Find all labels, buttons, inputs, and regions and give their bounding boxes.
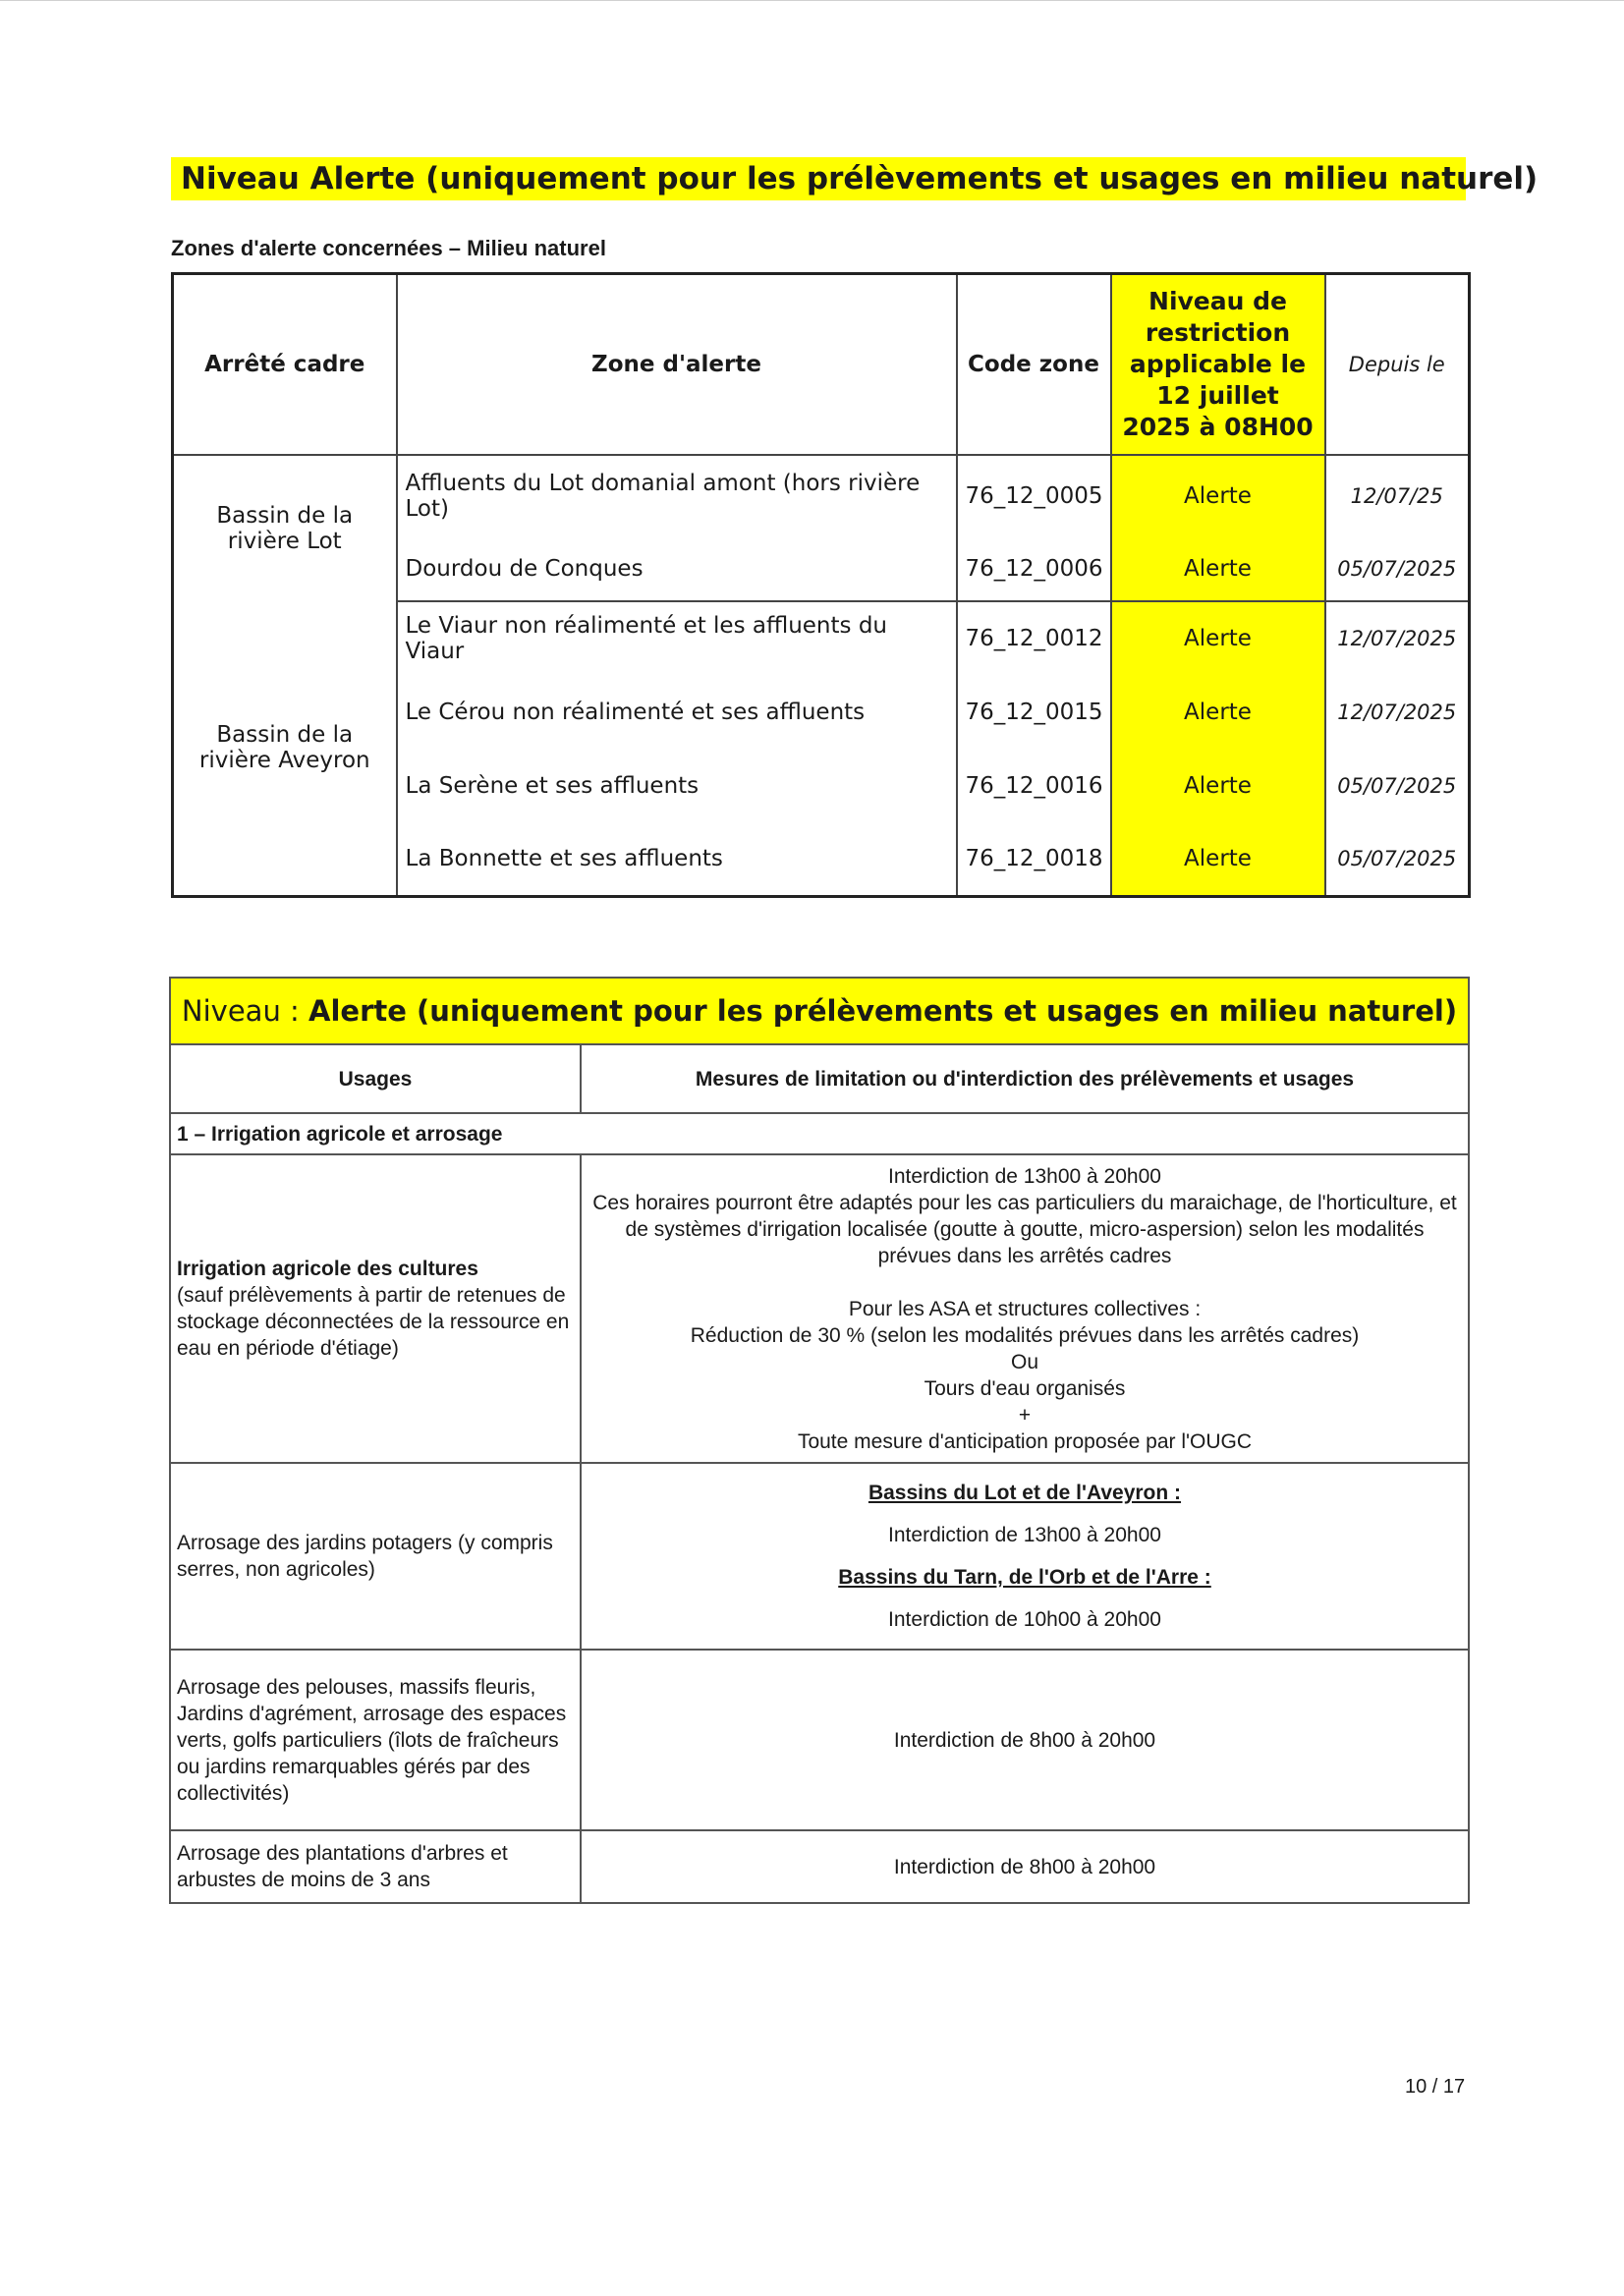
col-header-niveau: Niveau de restriction applicable le 12 juillet 2025 à 08H00 <box>1111 274 1325 455</box>
page-number: 10 / 17 <box>1405 2076 1466 2098</box>
usage-cell: Arrosage des jardins potagers (y compris serres, non agricoles) <box>170 1463 581 1650</box>
section-row <box>170 1113 1469 1154</box>
usage-restrictions-table <box>169 977 1470 1904</box>
alert-zones-table <box>171 272 1471 898</box>
basin-heading: Bassins du Tarn, de l'Orb et de l'Arre : <box>838 1566 1211 1589</box>
usage-cell: Arrosage des plantations d'arbres et arbustes de moins de 3 ans <box>170 1830 581 1903</box>
measure-cell <box>581 1154 1469 1463</box>
measures-title <box>170 978 1469 1044</box>
usage-detail: (sauf prélèvements à partir de retenues de stockage déconnectées de la ressource en eau en période d'étiage) <box>177 1284 570 1360</box>
measures-title-main: Alerte (uniquement pour les prélèvements et usages en milieu naturel) <box>308 993 1458 1028</box>
zone-name: Affluents du Lot domanial amont (hors rivière Lot) <box>397 455 957 537</box>
since-date: 05/07/2025 <box>1325 750 1470 823</box>
measures-title-row <box>170 978 1469 1044</box>
arrete-cadre-aveyron: Bassin de la rivière Aveyron <box>173 601 397 897</box>
usage-cell: Arrosage des pelouses, massifs fleuris, Jardins d'agrément, arrosage des espaces verts, golfs particuliers (îlots de fraîcheurs ou jardins remarquables gérés par des collectivités) <box>170 1650 581 1830</box>
restriction-level: Alerte <box>1111 601 1325 676</box>
arrete-cadre-lot: Bassin de la rivière Lot <box>173 455 397 601</box>
measure-cell <box>581 1463 1469 1650</box>
since-date: 12/07/25 <box>1325 455 1470 537</box>
since-date: 12/07/2025 <box>1325 676 1470 750</box>
zones-caption: Zones d'alerte concernées – Milieu naturel <box>171 236 606 260</box>
table-row <box>170 1830 1469 1903</box>
measures-title-prefix: Niveau : <box>181 993 309 1028</box>
since-date: 05/07/2025 <box>1325 823 1470 897</box>
table-row <box>170 1154 1469 1463</box>
zone-code: 76_12_0018 <box>957 823 1111 897</box>
zone-name: Le Cérou non réalimenté et ses affluents <box>397 676 957 750</box>
measure-line: Toute mesure d'anticipation proposée par l'OUGC <box>797 1429 1253 1453</box>
measures-header-row <box>170 1044 1469 1113</box>
col-header-usages: Usages <box>170 1044 581 1113</box>
section-title: 1 – Irrigation agricole et arrosage <box>170 1113 1469 1154</box>
usage-title: Irrigation agricole des cultures <box>177 1258 478 1280</box>
zone-name: Le Viaur non réalimenté et les affluents du Viaur <box>397 601 957 676</box>
measure-line: Interdiction de 13h00 à 20h00 <box>888 1524 1161 1546</box>
measure-line: Interdiction de 10h00 à 20h00 <box>888 1608 1161 1631</box>
table-row <box>173 601 1470 676</box>
measure-cell: Interdiction de 8h00 à 20h00 <box>581 1650 1469 1830</box>
since-date: 12/07/2025 <box>1325 601 1470 676</box>
measure-line: Ces horaires pourront être adaptés pour les cas particuliers du maraichage, de l'horticulture, et de systèmes d'irrigation localisée (goutte à goutte, micro-aspersion) selon les modalités prévues dans les arrêtés cadres <box>592 1191 1457 1267</box>
col-header-zone: Zone d'alerte <box>397 274 957 455</box>
measure-line: Interdiction de 13h00 à 20h00 <box>888 1164 1161 1188</box>
measure-cell: Interdiction de 8h00 à 20h00 <box>581 1830 1469 1903</box>
col-header-depuis: Depuis le <box>1325 274 1470 455</box>
zone-code: 76_12_0016 <box>957 750 1111 823</box>
zone-code: 76_12_0015 <box>957 676 1111 750</box>
restriction-level: Alerte <box>1111 676 1325 750</box>
col-header-mesures: Mesures de limitation ou d'interdiction des prélèvements et usages <box>581 1044 1469 1113</box>
zone-code: 76_12_0006 <box>957 537 1111 601</box>
since-date: 05/07/2025 <box>1325 537 1470 601</box>
measure-line: Ou <box>1010 1350 1038 1373</box>
basin-heading: Bassins du Lot et de l'Aveyron : <box>868 1482 1182 1504</box>
restriction-level: Alerte <box>1111 750 1325 823</box>
table-row <box>173 455 1470 537</box>
table-row <box>170 1650 1469 1830</box>
zone-code: 76_12_0012 <box>957 601 1111 676</box>
measure-line: Réduction de 30 % (selon les modalités prévues dans les arrêtés cadres) <box>690 1323 1360 1347</box>
measure-line: Pour les ASA et structures collectives : <box>848 1297 1202 1320</box>
page-top-border <box>0 0 1624 1</box>
table-header-row <box>173 274 1470 455</box>
restriction-level: Alerte <box>1111 823 1325 897</box>
zone-code: 76_12_0005 <box>957 455 1111 537</box>
zone-name: La Bonnette et ses affluents <box>397 823 957 897</box>
measure-line: + <box>1018 1403 1032 1427</box>
restriction-level: Alerte <box>1111 455 1325 537</box>
zone-name: La Serène et ses affluents <box>397 750 957 823</box>
col-header-arrete: Arrêté cadre <box>173 274 397 455</box>
alert-level-banner: Niveau Alerte (uniquement pour les prélèvements et usages en milieu naturel) <box>171 157 1466 200</box>
measure-line: Tours d'eau organisés <box>924 1376 1126 1400</box>
table-row <box>170 1463 1469 1650</box>
restriction-level: Alerte <box>1111 537 1325 601</box>
usage-cell <box>170 1154 581 1463</box>
zone-name: Dourdou de Conques <box>397 537 957 601</box>
col-header-code: Code zone <box>957 274 1111 455</box>
